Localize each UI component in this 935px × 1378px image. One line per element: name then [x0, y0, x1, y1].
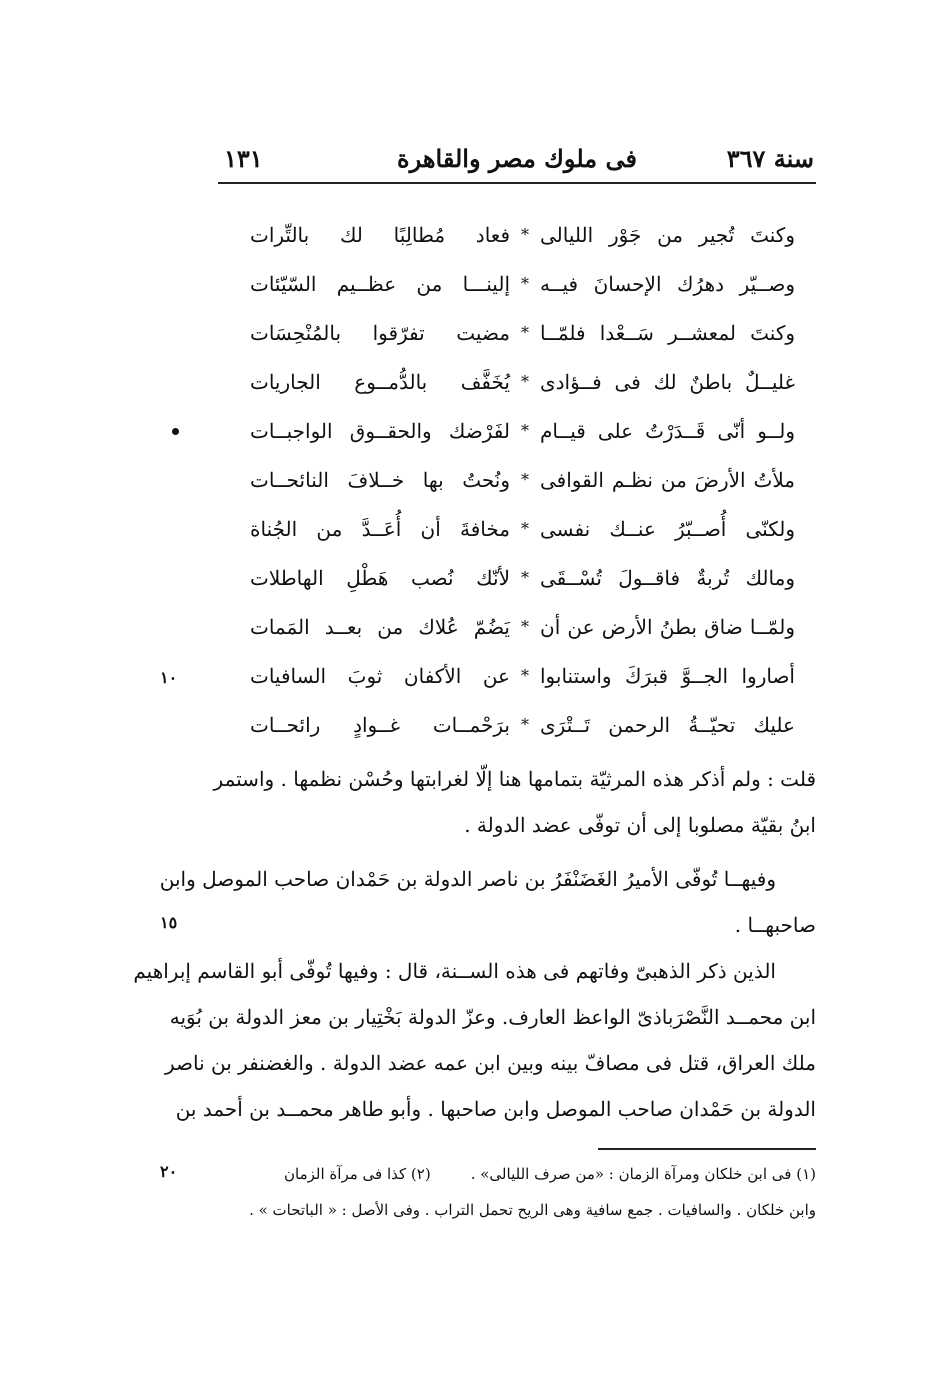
verse-first-hemistich: ومالك تُربةٌ فاقــولَ تُسْــقَى — [540, 565, 795, 590]
header-title: فى ملوك مصر والقاهرة — [397, 144, 637, 173]
verse-separator: * — [521, 617, 529, 636]
verse-separator: * — [521, 519, 529, 538]
verse-second-hemistich: مخافةَ أن أُعَــدَّ من الجُناة — [250, 516, 510, 541]
text-line: ملك العراق، قتل فى مصافّ بينه وبين ابن عمه عضد الدولة . والغضنفر بن ناصر — [164, 1051, 816, 1075]
verse-first-hemistich: ولكنّى أُصــبّرُ عنــك نفسى — [540, 516, 795, 541]
verse-separator: * — [521, 323, 529, 342]
footnote-line — [218, 1192, 816, 1228]
text-line: صاحبهــا . — [734, 913, 816, 937]
verse-second-hemistich: مضيت تفرّقوا بالمُنْحِسَات — [250, 320, 510, 345]
poem — [250, 210, 795, 749]
verse-separator: * — [521, 421, 529, 440]
verse-separator: * — [521, 225, 529, 244]
verse-first-hemistich: ولــو أنّى قَــدَرْتُ على قيــام — [540, 418, 795, 443]
verse-first-hemistich: ملأتُ الأرضَ من نظـم القوافى — [540, 467, 795, 492]
verse-first-hemistich: وكنتَ تُجير من جَوْر الليالى — [540, 222, 795, 247]
verse-first-hemistich: وكنتَ لمعشــر سَــعْدا فلمّــا — [540, 320, 795, 345]
verse — [250, 210, 795, 259]
verse — [250, 504, 795, 553]
footnote-line — [218, 1156, 816, 1192]
verse — [250, 308, 795, 357]
verse-second-hemistich: فعاد مُطالِبًا لك بالتِّرات — [250, 222, 510, 247]
margin-line-number-20: ٢٠ — [160, 1162, 178, 1181]
verse — [250, 259, 795, 308]
verse-first-hemistich: أصاروا الجــوَّ قبرَكَ واستنابوا — [540, 663, 795, 688]
verse-first-hemistich: غليــلٌ باطنٌ لك فى فــؤادى — [540, 369, 795, 394]
text-line: الذين ذكر الذهبىّ وفاتهم فى هذه الســنة، قال : وفيها تُوفّى أبو القاسم إبراهيم — [133, 959, 776, 983]
verse-second-hemistich: ونُحتُ بها خــلافَ النائحــات — [250, 467, 510, 492]
verse — [250, 602, 795, 651]
verse — [250, 406, 795, 455]
footnote-2-start: (٢) كذا فى مرآة الزمان — [284, 1165, 431, 1183]
verse-second-hemistich: لأنّك نُصب هَطْلِ الهاطلات — [250, 565, 510, 590]
verse-separator: * — [521, 666, 529, 685]
verse-separator: * — [521, 568, 529, 587]
footnote-1: (١) فى ابن خلكان ومرآة الزمان : «من صرف الليالى» . — [470, 1165, 816, 1183]
paragraph-commentary — [213, 756, 816, 848]
verse-second-hemistich: إلينـــا من عظــيم السّيّئات — [250, 271, 510, 296]
verse-first-hemistich: ولمّــا ضاق بطنُ الأرض عن أن — [540, 614, 795, 639]
verse — [250, 700, 795, 749]
header-page-number: ١٣١ — [224, 144, 263, 173]
footnote-rule — [598, 1148, 816, 1150]
paragraph-dhahabi — [133, 948, 816, 1132]
verse — [250, 651, 795, 700]
header-year: سنة ٣٦٧ — [726, 144, 814, 173]
verse-first-hemistich: عليك تحيّــةُ الرحمن تَــتْرَى — [540, 712, 795, 737]
margin-line-number-10: ١٠ — [160, 668, 178, 687]
verse — [250, 455, 795, 504]
verse — [250, 357, 795, 406]
text-line: ابن محمــد النَّصْرَباذىّ الواعظ العارف. وعزّ الدولة بَخْتِيار بن معز الدولة بن بُوَيه — [169, 1005, 816, 1029]
verse-separator: * — [521, 470, 529, 489]
verse — [250, 553, 795, 602]
text-line: ابنُ بقيّة مصلوبا إلى أن توفّى عضد الدولة . — [464, 813, 816, 837]
verse-second-hemistich: برَحْمــات غــوادٍ رائحــات — [250, 712, 510, 737]
verse-second-hemistich: يُخَفَّف بالدُّمــوع الجاريات — [250, 369, 510, 394]
verse-second-hemistich: لفَرْضك والحقــوق الواجبــات — [250, 418, 510, 443]
verse-separator: * — [521, 274, 529, 293]
verse-separator: * — [521, 715, 529, 734]
page-header — [218, 138, 816, 184]
text-line: قلت : ولم أذكر هذه المرثيّة بتمامها هنا إلّا لغرابتها وحُسْن نظمها . واستمر — [213, 767, 816, 791]
verse-separator: * — [521, 372, 529, 391]
footnote-2-continued: وابن خلكان . والسافيات . جمع سافية وهى الريح تحمل التراب . وفى الأصل : « الباتحات » . — [249, 1201, 816, 1219]
footnotes — [218, 1156, 816, 1228]
verse-second-hemistich: يَضُمّ عُلاك من بعــد المَمات — [250, 614, 510, 639]
text-line: وفيهــا تُوفّى الأميرُ الغَضَنْفَرُ بن ناصر الدولة بن حَمْدان صاحب الموصل وابن — [159, 867, 776, 891]
margin-line-number-15: ١٥ — [160, 913, 178, 932]
verse-second-hemistich: عن الأكفان ثوبَ السافيات — [250, 663, 510, 688]
margin-dot — [172, 428, 179, 435]
verse-first-hemistich: وصــيّر دهرُك الإحسانَ فيــه — [540, 271, 795, 296]
text-line: الدولة بن حَمْدان صاحب الموصل وابن صاحبها . وأبو طاهر محمــد بن أحمد بن — [175, 1097, 816, 1121]
